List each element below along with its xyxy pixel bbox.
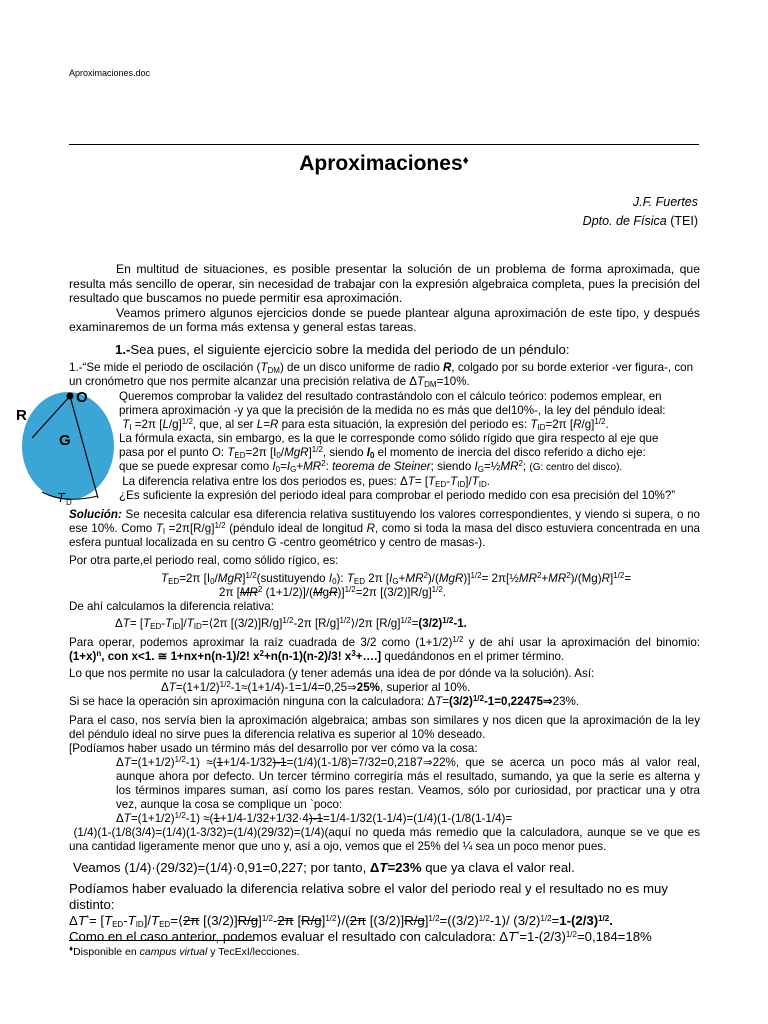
figure-label-t: T (57, 490, 65, 505)
figure-label-g: G (59, 432, 71, 449)
author-name: J.F. Fuertes (632, 195, 698, 209)
title-rule (69, 144, 699, 145)
figure-label-r: R (16, 407, 27, 424)
section-1-heading: 1.-Sea pues, el siguiente ejercicio sobre la medida del periodo de un péndulo: (115, 342, 570, 357)
problem-statement: 1.-“Se mide el periodo de oscilación $(T_{DM})$ de un disco uniforme de radio R, colgado por su borde exterior -ver figura-, con un cronómetro que nos permite alcanzar una precisión relativa de $\Delta T_{DM}=10\%$. (69, 361, 694, 389)
page-title (0, 152, 768, 176)
figure-label-t-sub: D (66, 498, 72, 507)
footnote: ♦Disponible en campus virtual y TecExI/lecciones. (69, 944, 300, 958)
title-footnote-mark: ♦ (462, 153, 469, 167)
pivot-point (67, 393, 74, 400)
footnote-rule (69, 940, 254, 941)
final-paragraph: Podíamos haber evaluado la diferencia relativa sobre el valor del periodo real y el resultado no es muy distinto: $\Delta T^*= [T_{ED}-T_{ID}]/T_{ED}=⟨2\pi$ [(3/2)]R/g]$^{1/2}$-2π $[R/g]^{1/2}⟩/(2\pi$ $[(3/2)]R/g]^{1/2}=((3/2)^{1/2}-1)/$ $(3/2)^{1/2}=1-(2/3)^{1/2}$. Como en el caso anterior, podemos evaluar el resultado con calculadora: $\Delta T^*=1-(2/3)^{1/2}=0,184=18\%$ (69, 881, 668, 944)
document-filename: Aproximaciones.doc (69, 68, 151, 78)
solution-block: Solución: Se necesita calcular esa diferencia relativa sustituyendo los valores correspondientes, y viendo si supera, o no ese 10%. Como $T_I =2\pi[R/g]^{1/2}$ (péndulo ideal de longitud R, como si toda la masa del disco estuviera concentrada en una esfera puntual localizada en su centro G -centro geométrico y centro de masas-). Por otra parte,el periodo real, como sólido rígico, es: $T_{ED}=2\pi$ $[I_0/MgR]^{1/2}(sustituyendo$ $I_0$): $T_{ED}$ 2π $[I_G+MR^2)/(MgR)]^{1/2}=$ $2\pi[\frac{1}{2}MR^2+MR^2)/(Mg)R]^{1/2}=$ 2π [$MR^2$ (1+1/2)]/(MgR)]$^{1/2}$=2π [(3/2)]R/g]$^{1/2}$. De ahí calculamos la diferencia relativa: $\Delta T= [T_{ED}-T_{ID}]/T_{ID}=⟨2\pi$ [(3/2)]R/g]$^{1/2}$-2π $[R/g]^{1/2}⟩/2\pi$ $[R/g]^{1/2}=(3/2)^{1/2}-1$. Para operar, podemos aproximar la raíz cuadrada de 3/2 como $(1+1/2)^{1/2}$ y de ahí usar la aproximación del binomio: $(1+x)^n$, con x<1. ≅ 1+nx+n(n-1)/2! $x^2+n(n-1)(n-2)/3$! $x^3+\dots$.] quedándonos en el primer término. Lo que nos permite no usar la calculadora (y tener además una idea de por dónde va la solución). Así: $\Delta T=(1+1/2)^{1/2}-1\approx(1+1/4)-1=1/4=0,25\Rightarrow 25\%$, superior al 10%. Si se hace la operación sin aproximación ninguna con la calculadora: $\Delta T=(3/2)^{1/2}-1=0,22475\Rightarrow 23\%$. Para el caso, nos servía bien la aproximación algebraica; ambas son similares y nos dicen que la aproximación de la ley del péndulo ideal no sirve pues la diferencia relativa es superior al 10% deseado. [Podíamos haber usado un término más del desarrollo por ver cómo va la cosa: $\Delta T=(1+1/2)^{1/2}-1$) ≈(1+1/4-1/32)-1=(1/4)(1-1/8)=7/32=0,2187⇒22%, que se acerca un poco más al valor real, aunque ahora por defecto. Un tercer término corregiría más el resultado, sumando, ya que la serie es alterna y los términos impares suman, así como los pares restan. Veamos, sólo por curiosidad, por practicar una y otra vez, aunque la cosa se complique un `poco: $\Delta T=(1+1/2)^{1/2}-1) \approx(1+1/4-1/32+1/32\cdot 4)-1=1/4-1/32(1-1/4)=(1/4)(1-(1/8(1-1/4)=$ (1/4)(1-(1/8(3/4)=(1/4)(1-3/32)=(1/4)(29/32)=(1/4)(aquí no queda más remedio que la calculadora, aunque se ve que es una cantidad ligeramente menor que uno y, así a ojo, vemos que el 25% del ¼ sea un poco menor pues. (69, 508, 700, 853)
author-block (583, 193, 698, 231)
intro-paragraph-2: Veamos primero algunos ejercicios donde se puede plantear alguna aproximación de este tipo, y después examinaremos de un forma más extensa y general estas tareas. (69, 305, 700, 335)
intro-paragraph-1: En multitud de situaciones, es posible presentar la solución de un problema de forma aproximada, que resulta más sencillo de operar, sin necesidad de trabajar con la expresión algebraica completa, pues la precisión del resultado que buscamos no puede permitir esa aproximación. (69, 262, 700, 306)
figure-label-o: O (76, 389, 88, 406)
pendulum-disk-svg (12, 386, 126, 508)
problem-continuation: Queremos comprobar la validez del resultado contrastándolo con el cálculo teórico: podemos emplear, en primera aproximación -y ya que la precisión de la medida no es más que del10%-, la ley del péndulo ideal: $T_I =2\pi$ $[L/g]^{1/2}$, que, al ser L=R para esta situación, la expresión del periodo es: $T_{ID}=2\pi$ $[R/g]^{1/2}$. La fórmula exacta, sin embargo, es la que le corresponde como sólido rígido que gira respecto al eje que pasa por el punto O: $T_{ED}=2\pi$ $[I_0/MgR]^{1/2}$, siendo $I_0$ el momento de inercia del disco referido a dicho eje: que se puede expresar como $I_0=I_G+MR^2$: teorema de Steiner; siendo $I_G=\frac{1}{2}MR^2$; (G: centro del disco). La diferencia relativa entre los dos periodos es, pues: $\Delta T= [T_{ED}-T_{ID}]/T_{ID}$. ¿Es suficiente la expresión del periodo ideal para comprobar el periodo medido con esa precisión del 10%?” (119, 390, 676, 502)
conclusion-line: Veamos (1/4)·(29/32)=(1/4)·0,91=0,227; por tanto, ΔT=23% que ya clava el valor real. (73, 860, 575, 875)
pendulum-disk-figure (12, 386, 126, 508)
title-text: Aproximaciones (299, 152, 463, 175)
author-dept: Dpto. de Física (TEI) (582, 214, 698, 228)
intro-text (69, 262, 700, 335)
